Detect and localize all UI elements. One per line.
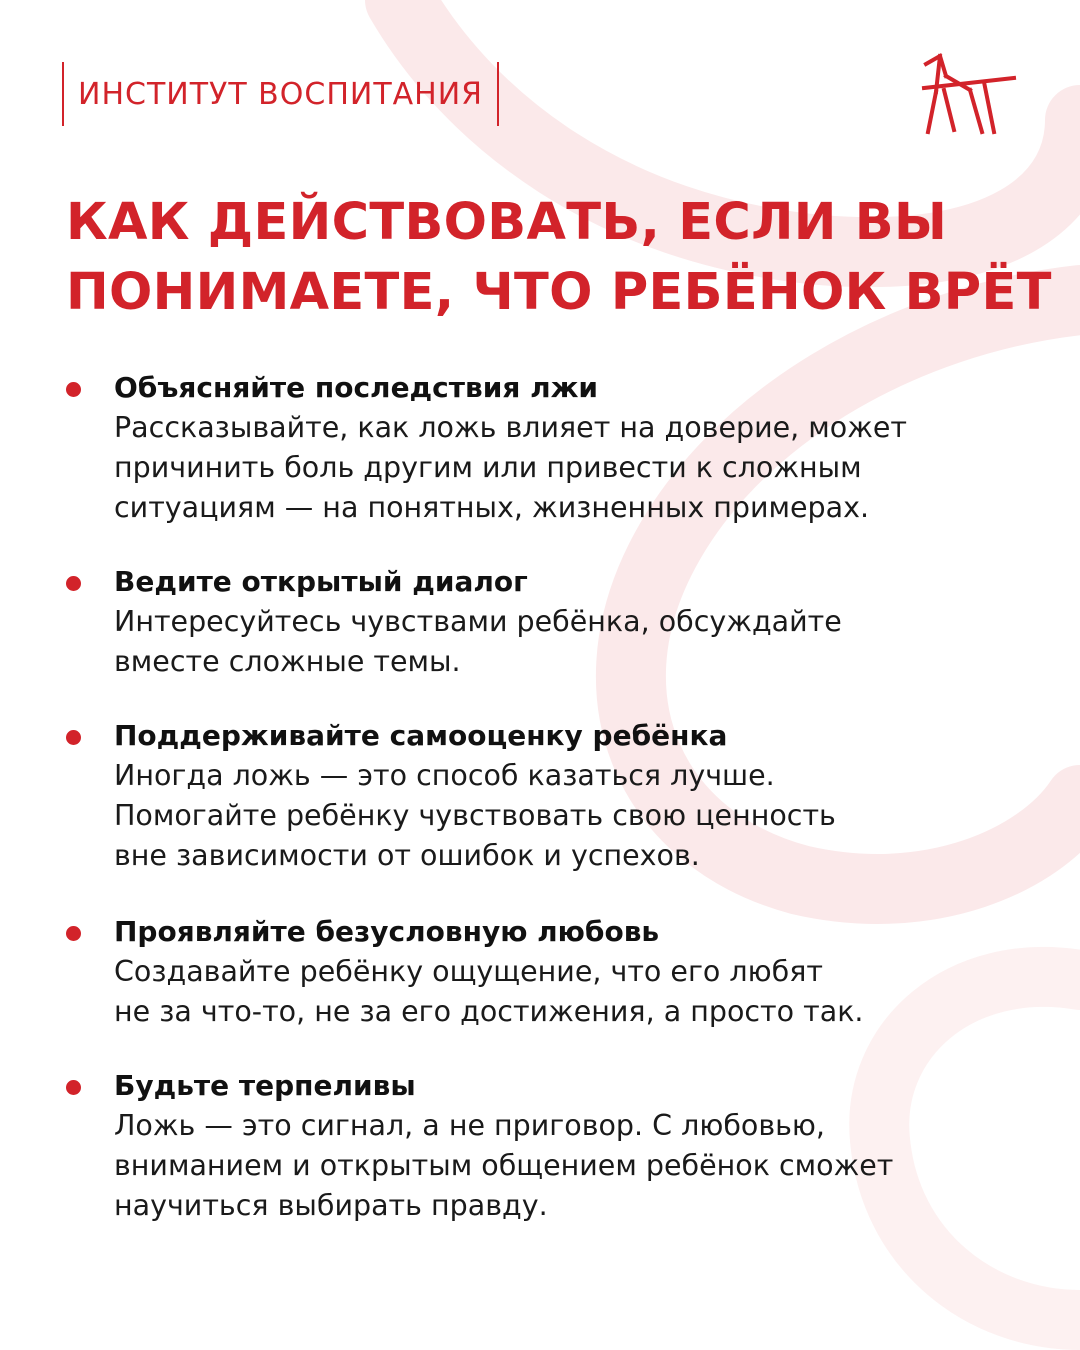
tip-line: научиться выбирать правду. — [114, 1189, 548, 1222]
title-line-2: ПОНИМАЕТЕ, ЧТО РЕБЁНОК ВРЁТ — [66, 263, 1052, 322]
bullet-dot — [66, 576, 81, 591]
list-item — [66, 1066, 1026, 1226]
brand-name: ИНСТИТУТ ВОСПИТАНИЯ — [78, 76, 484, 112]
tip-line: причинить боль другим или привести к сложным — [114, 451, 862, 484]
tip-text — [114, 408, 1026, 528]
list-item — [66, 562, 1026, 682]
list-item — [66, 716, 1026, 876]
tip-text — [114, 602, 1026, 682]
tip-text — [114, 1106, 1026, 1226]
tips-list — [66, 368, 1026, 1260]
tip-line: Помогайте ребёнку чувствовать свою ценность — [114, 799, 836, 832]
tip-heading: Ведите открытый диалог — [114, 565, 528, 598]
brand-header — [62, 62, 499, 126]
abstract-horse-logo-icon — [918, 50, 1022, 136]
bullet-dot — [66, 730, 81, 745]
tip-line: Создавайте ребёнку ощущение, что его любят — [114, 955, 823, 988]
bullet-dot — [66, 926, 81, 941]
list-item — [66, 368, 1026, 528]
tip-heading: Поддерживайте самооценку ребёнка — [114, 719, 728, 752]
tip-line: Иногда ложь — это способ казаться лучше. — [114, 759, 775, 792]
tip-line: Интересуйтесь чувствами ребёнка, обсуждайте — [114, 605, 842, 638]
page-title — [66, 188, 1056, 328]
list-item — [66, 912, 1026, 1032]
tip-line: вниманием и открытым общением ребёнок сможет — [114, 1149, 894, 1182]
tip-heading: Проявляйте безусловную любовь — [114, 915, 660, 948]
tip-line: вместе сложные темы. — [114, 645, 461, 678]
tip-heading: Будьте терпеливы — [114, 1069, 416, 1102]
tip-line: не за что-то, не за его достижения, а просто так. — [114, 995, 864, 1028]
brand-divider-right — [497, 62, 499, 126]
tip-line: Ложь — это сигнал, а не приговор. С любовью, — [114, 1109, 825, 1142]
title-line-1: КАК ДЕЙСТВОВАТЬ, ЕСЛИ ВЫ — [66, 193, 948, 252]
tip-text — [114, 952, 1026, 1032]
tip-line: ситуациям — на понятных, жизненных примерах. — [114, 491, 870, 524]
tip-text — [114, 756, 1026, 876]
tip-line: вне зависимости от ошибок и успехов. — [114, 839, 700, 872]
bullet-dot — [66, 1080, 81, 1095]
tip-heading: Объясняйте последствия лжи — [114, 371, 599, 404]
tip-line: Рассказывайте, как ложь влияет на доверие, может — [114, 411, 908, 444]
bullet-dot — [66, 382, 81, 397]
